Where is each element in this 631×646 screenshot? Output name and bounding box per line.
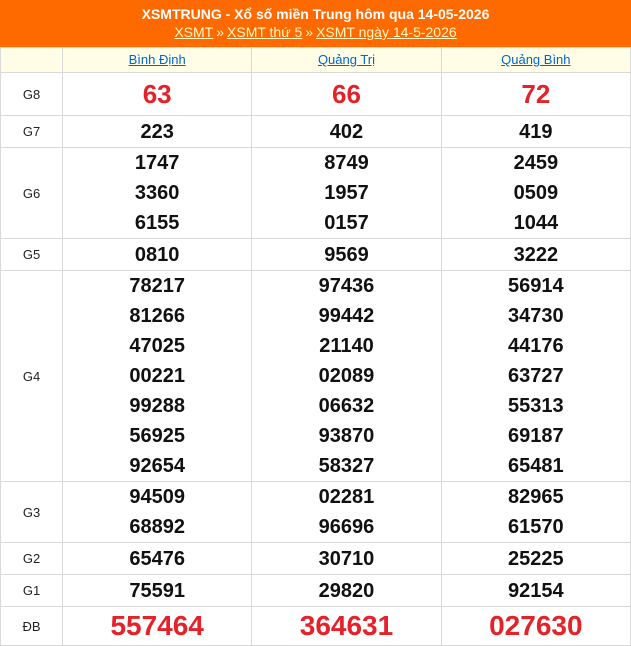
prize-value: 0810 — [63, 239, 252, 271]
prize-value: 81266 — [129, 305, 185, 327]
province-header — [63, 48, 252, 73]
prize-cell — [252, 482, 441, 543]
prize-value: 1747 — [134, 152, 180, 174]
prize-value: 25225 — [441, 543, 630, 575]
prize-label: G5 — [1, 239, 63, 271]
prize-value: 99442 — [318, 305, 375, 327]
prize-cell — [441, 271, 630, 482]
province-header — [441, 48, 630, 73]
special-prize-value: 027630 — [441, 607, 630, 646]
prize-row-g6 — [1, 148, 631, 239]
prize-value: 02281 — [318, 486, 375, 508]
prize-value: 223 — [63, 116, 252, 148]
province-link-quang-tri[interactable]: Quảng Trị — [317, 52, 376, 67]
prize-value: 63 — [63, 73, 252, 116]
prize-label: G1 — [1, 575, 63, 607]
prize-value: 419 — [441, 116, 630, 148]
prize-row-g3 — [1, 482, 631, 543]
prize-value: 29820 — [252, 575, 441, 607]
prize-value: 78217 — [129, 275, 185, 297]
prize-row-g5 — [1, 239, 631, 271]
province-header — [252, 48, 441, 73]
results-table — [0, 47, 631, 646]
prize-label: G3 — [1, 482, 63, 543]
prize-value: 21140 — [319, 335, 374, 357]
prize-row-g7 — [1, 116, 631, 148]
prize-value: 56925 — [129, 425, 185, 447]
prize-label: G2 — [1, 543, 63, 575]
special-prize-value: 364631 — [252, 607, 441, 646]
prize-cell — [63, 271, 252, 482]
prize-value: 72 — [441, 73, 630, 116]
breadcrumb-separator: » — [305, 24, 314, 40]
prize-value: 402 — [252, 116, 441, 148]
prize-cell — [63, 148, 252, 239]
prize-value: 68892 — [129, 516, 185, 538]
breadcrumb-xsmt-thu5[interactable]: XSMT thứ 5 — [227, 24, 303, 40]
prize-value: 69187 — [508, 425, 564, 447]
prize-value: 82965 — [508, 486, 564, 508]
prize-value: 9569 — [252, 239, 441, 271]
prize-value: 92654 — [129, 455, 185, 477]
prize-row-g4 — [1, 271, 631, 482]
breadcrumb-separator: » — [216, 24, 225, 40]
breadcrumb — [0, 23, 631, 41]
prize-value: 1044 — [513, 212, 559, 234]
prize-value: 30710 — [252, 543, 441, 575]
prize-value: 47025 — [129, 335, 185, 357]
province-link-quang-binh[interactable]: Quảng Bình — [501, 52, 571, 67]
prize-cell — [63, 482, 252, 543]
prize-value: 58327 — [318, 455, 375, 477]
prize-value: 97436 — [318, 275, 375, 297]
results-header — [0, 0, 631, 47]
prize-value: 55313 — [508, 395, 564, 417]
prize-value: 1957 — [324, 182, 369, 204]
prize-value: 06632 — [318, 395, 375, 417]
prize-value: 00221 — [129, 365, 185, 387]
province-header-row — [1, 48, 631, 73]
prize-value: 96696 — [318, 516, 375, 538]
breadcrumb-xsmt-date[interactable]: XSMT ngày 14-5-2026 — [316, 24, 457, 40]
prize-value: 34730 — [508, 305, 564, 327]
special-prize-value: 557464 — [63, 607, 252, 646]
prize-value: 63727 — [508, 365, 564, 387]
prize-value: 8749 — [324, 152, 369, 174]
prize-value: 75591 — [63, 575, 252, 607]
prize-value: 93870 — [318, 425, 375, 447]
prize-value: 65481 — [508, 455, 564, 477]
prize-label: G7 — [1, 116, 63, 148]
prize-value: 0157 — [324, 212, 369, 234]
prize-value: 0509 — [513, 182, 559, 204]
prize-value: 44176 — [508, 335, 564, 357]
prize-label: G6 — [1, 148, 63, 239]
province-link-binh-dinh[interactable]: Bình Định — [128, 52, 186, 67]
prize-value: 6155 — [134, 212, 180, 234]
prize-value: 99288 — [129, 395, 185, 417]
results-title: XSMTRUNG - Xổ số miền Trung hôm qua 14-05-2026 — [141, 6, 490, 22]
prize-cell — [252, 271, 441, 482]
breadcrumb-xsmt[interactable]: XSMT — [174, 24, 214, 40]
prize-value: 3222 — [441, 239, 630, 271]
prize-label: G4 — [1, 271, 63, 482]
prize-row-g2 — [1, 543, 631, 575]
prize-value: 92154 — [441, 575, 630, 607]
prize-row-g1 — [1, 575, 631, 607]
header-empty-cell — [1, 48, 63, 73]
prize-value: 94509 — [129, 486, 185, 508]
prize-value: 66 — [252, 73, 441, 116]
prize-cell — [252, 148, 441, 239]
prize-value: 02089 — [318, 365, 375, 387]
prize-cell — [441, 482, 630, 543]
prize-label: ĐB — [1, 607, 63, 646]
prize-row-special — [1, 607, 631, 646]
prize-value: 56914 — [508, 275, 564, 297]
prize-value: 2459 — [513, 152, 559, 174]
prize-label: G8 — [1, 73, 63, 116]
prize-value: 61570 — [508, 516, 564, 538]
prize-value: 65476 — [63, 543, 252, 575]
prize-row-g8 — [1, 73, 631, 116]
prize-cell — [441, 148, 630, 239]
prize-value: 3360 — [134, 182, 180, 204]
